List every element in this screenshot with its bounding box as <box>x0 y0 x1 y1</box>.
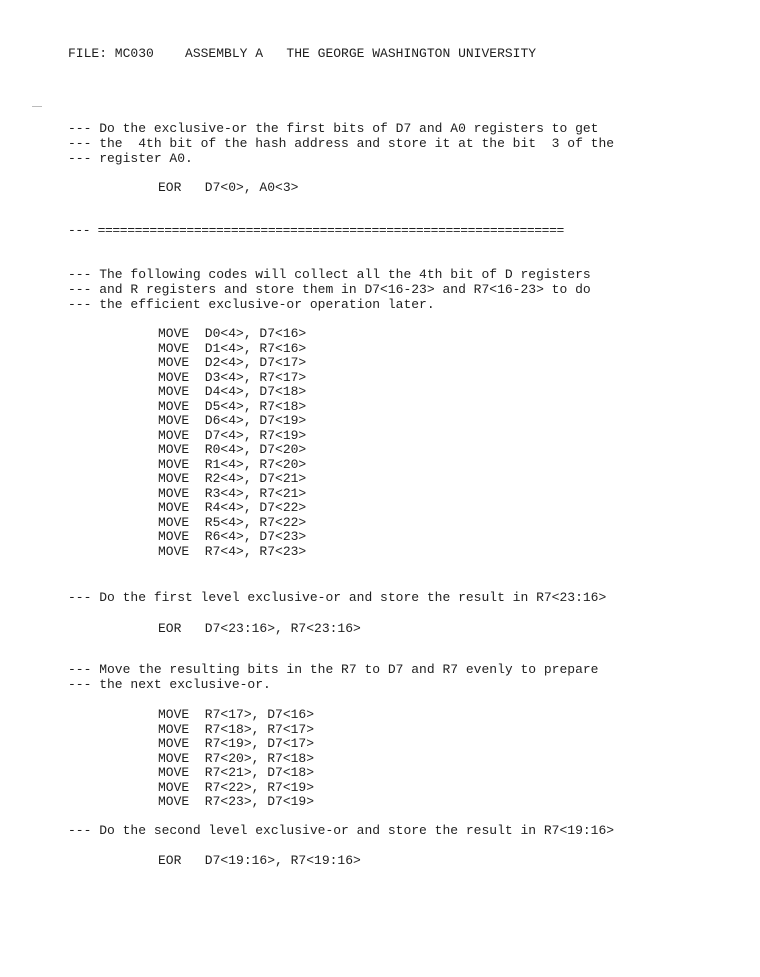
code-line: MOVE D2<4>, D7<17> <box>158 355 307 370</box>
code-line: MOVE D7<4>, R7<19> <box>158 427 307 443</box>
code-line: MOVE R7<20>, R7<18> <box>158 750 315 766</box>
comment-line: --- Move the resulting bits in the R7 to D7 and R7 evenly to prepare <box>68 662 599 677</box>
code-line: MOVE R1<4>, R7<20> <box>158 456 307 472</box>
code-line: MOVE D3<4>, R7<17> <box>158 369 307 385</box>
code-line: MOVE R5<4>, R7<22> <box>158 514 307 530</box>
code-line: MOVE R7<22>, R7<19> <box>158 779 315 795</box>
code-line: MOVE R7<4>, R7<23> <box>158 543 307 559</box>
comment-line: --- register A0. <box>68 151 193 166</box>
comment-line: --- the next exclusive-or. <box>68 677 271 692</box>
code-line: MOVE D5<4>, R7<18> <box>158 398 307 414</box>
code-line: MOVE D1<4>, R7<16> <box>158 340 307 356</box>
code-line: EOR D7<23:16>, R7<23:16> <box>158 621 361 636</box>
separator-line: --- =============================================================== <box>68 223 564 238</box>
code-line: MOVE R7<19>, D7<17> <box>158 736 315 751</box>
comment-line: --- The following codes will collect all the 4th bit of D registers <box>68 267 591 282</box>
code-line: EOR D7<0>, A0<3> <box>158 180 299 195</box>
code-line: MOVE D4<4>, D7<18> <box>158 384 307 399</box>
comment-line: --- the efficient exclusive-or operation later. <box>68 297 435 312</box>
comment-line: --- Do the first level exclusive-or and store the result in R7<23:16> <box>68 590 607 605</box>
code-line: MOVE D6<4>, D7<19> <box>158 413 307 428</box>
code-line: MOVE R7<23>, D7<19> <box>158 794 315 809</box>
code-line: MOVE R7<21>, D7<18> <box>158 765 315 780</box>
comment-line: --- and R registers and store them in D7<16-23> and R7<16-23> to do <box>68 282 591 297</box>
code-line: MOVE R0<4>, D7<20> <box>158 442 307 457</box>
code-line: MOVE R6<4>, D7<23> <box>158 529 307 544</box>
scan-mark <box>32 106 42 107</box>
code-line: EOR D7<19:16>, R7<19:16> <box>158 853 361 868</box>
code-line: MOVE R4<4>, D7<22> <box>158 500 307 515</box>
comment-line: --- Do the exclusive-or the first bits of D7 and A0 registers to get <box>68 121 599 136</box>
comment-line: --- the 4th bit of the hash address and store it at the bit 3 of the <box>68 136 615 151</box>
code-line: MOVE R2<4>, D7<21> <box>158 471 307 486</box>
code-line: MOVE R7<18>, R7<17> <box>158 721 315 737</box>
code-line: MOVE R3<4>, R7<21> <box>158 485 307 501</box>
comment-line: --- Do the second level exclusive-or and store the result in R7<19:16> <box>68 823 615 838</box>
code-line: MOVE D0<4>, D7<16> <box>158 326 307 341</box>
code-line: MOVE R7<17>, D7<16> <box>158 707 315 722</box>
file-header: FILE: MC030 ASSEMBLY A THE GEORGE WASHINGTON UNIVERSITY <box>68 46 537 61</box>
